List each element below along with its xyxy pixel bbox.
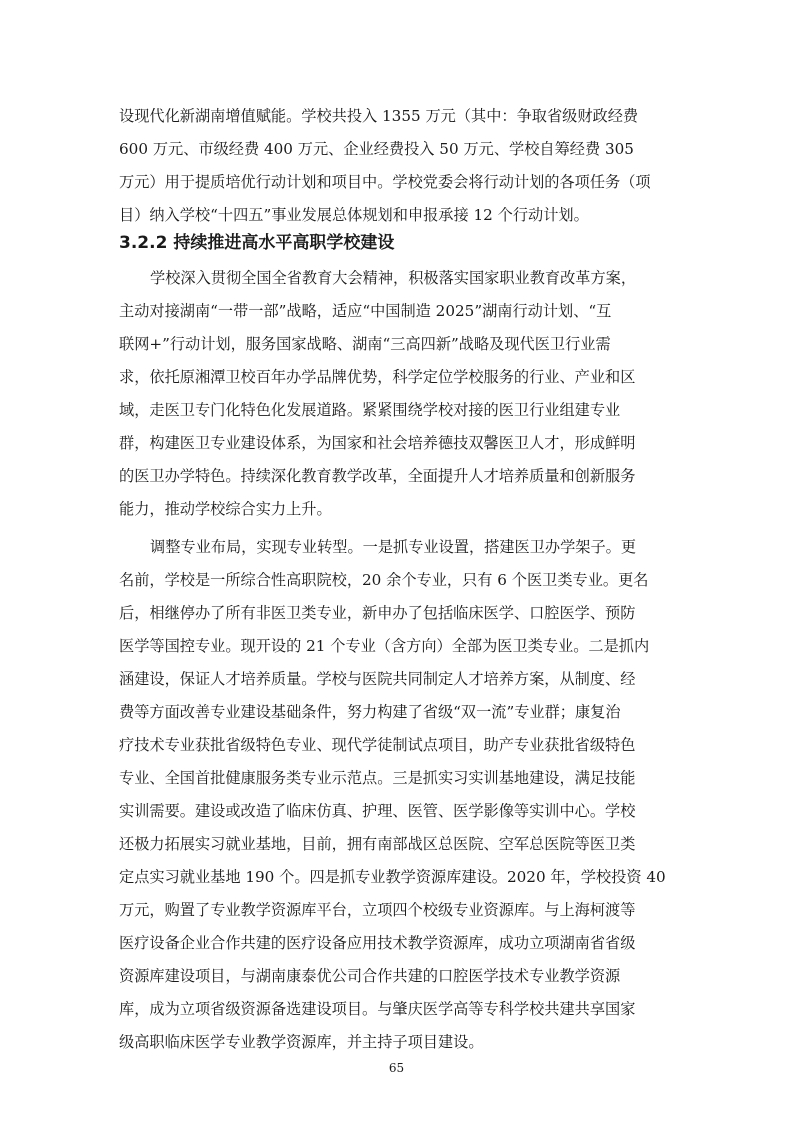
intro-line-1: 设现代化新湖南增值赋能。学校共投入 1355 万元（其中：争取省级财政经费 <box>119 107 639 125</box>
paragraph-2-line-1: 调整专业布局，实现专业转型。一是抓专业设置，搭建医卫办学架子。更 <box>150 538 636 556</box>
paragraph-2-line-3: 后，相继停办了所有非医卫类专业，新申办了包括临床医学、口腔医学、预防 <box>119 604 636 622</box>
paragraph-1-line-2: 主动对接湖南“一带一部”战略，适应“中国制造 2025”湖南行动计划、“互 <box>119 302 612 320</box>
paragraph-1-line-6: 群，构建医卫专业建设体系，为国家和社会培养德技双馨医卫人才，形成鲜明 <box>119 434 636 452</box>
paragraph-2-line-5: 涵建设，保证人才培养质量。学校与医院共同制定人才培养方案，从制度、经 <box>119 670 636 688</box>
paragraph-1-line-3: 联网+”行动计划，服务国家战略、湖南“三高四新”战略及现代医卫行业需 <box>119 335 611 353</box>
paragraph-2-line-2: 名前，学校是一所综合性高职院校，20 余个专业，只有 6 个医卫类专业。更名 <box>119 571 649 589</box>
paragraph-2-line-14: 资源库建设项目，与湖南康泰优公司合作共建的口腔医学技术专业教学资源 <box>119 967 621 985</box>
section-heading: 3.2.2 持续推进高水平高职学校建设 <box>119 233 395 253</box>
paragraph-1-line-7: 的医卫办学特色。持续深化教育教学改革，全面提升人才培养质量和创新服务 <box>119 467 636 485</box>
paragraph-1-line-8: 能力，推动学校综合实力上升。 <box>119 500 332 518</box>
paragraph-1-line-1: 学校深入贯彻全国全省教育大会精神，积极落实国家职业教育改革方案， <box>150 269 636 287</box>
paragraph-2-line-8: 专业、全国首批健康服务类专业示范点。三是抓实习实训基地建设，满足技能 <box>119 769 636 787</box>
paragraph-2-line-13: 医疗设备企业合作共建的医疗设备应用技术教学资源库，成功立项湖南省省级 <box>119 934 636 952</box>
paragraph-2-line-4: 医学等国控专业。现开设的 21 个专业（含方向）全部为医卫类专业。二是抓内 <box>119 637 650 655</box>
paragraph-2-line-16: 级高职临床医学专业教学资源库，并主持子项目建设。 <box>119 1033 484 1051</box>
intro-line-4: 目）纳入学校“十四五”事业发展总体规划和申报承接 12 个行动计划。 <box>119 206 589 224</box>
paragraph-2-line-6: 费等方面改善专业建设基础条件，努力构建了省级“双一流”专业群；康复治 <box>119 703 621 721</box>
paragraph-2-line-9: 实训需要。建设或改造了临床仿真、护理、医管、医学影像等实训中心。学校 <box>119 802 636 820</box>
paragraph-2-line-12: 万元，购置了专业教学资源库平台，立项四个校级专业资源库。与上海柯渡等 <box>119 901 636 919</box>
paragraph-2-line-10: 还极力拓展实习就业基地，目前，拥有南部战区总医院、空军总医院等医卫类 <box>119 835 636 853</box>
intro-line-2: 600 万元、市级经费 400 万元、企业经费投入 50 万元、学校自筹经费 305 <box>119 140 634 158</box>
paragraph-1-line-5: 域，走医卫专门化特色化发展道路。紧紧围绕学校对接的医卫行业组建专业 <box>119 401 621 419</box>
paragraph-2-line-11: 定点实习就业基地 190 个。四是抓专业教学资源库建设。2020 年，学校投资 40 <box>119 868 666 886</box>
paragraph-2-line-7: 疗技术专业获批省级特色专业、现代学徒制试点项目，助产专业获批省级特色 <box>119 736 636 754</box>
intro-line-3: 万元）用于提质培优行动计划和项目中。学校党委会将行动计划的各项任务（项 <box>119 173 651 191</box>
paragraph-2-line-15: 库，成为立项省级资源备选建设项目。与肇庆医学高等专科学校共建共享国家 <box>119 1000 636 1018</box>
page-number: 65 <box>388 1061 405 1075</box>
paragraph-1-line-4: 求，依托原湘潭卫校百年办学品牌优势，科学定位学校服务的行业、产业和区 <box>119 368 636 386</box>
